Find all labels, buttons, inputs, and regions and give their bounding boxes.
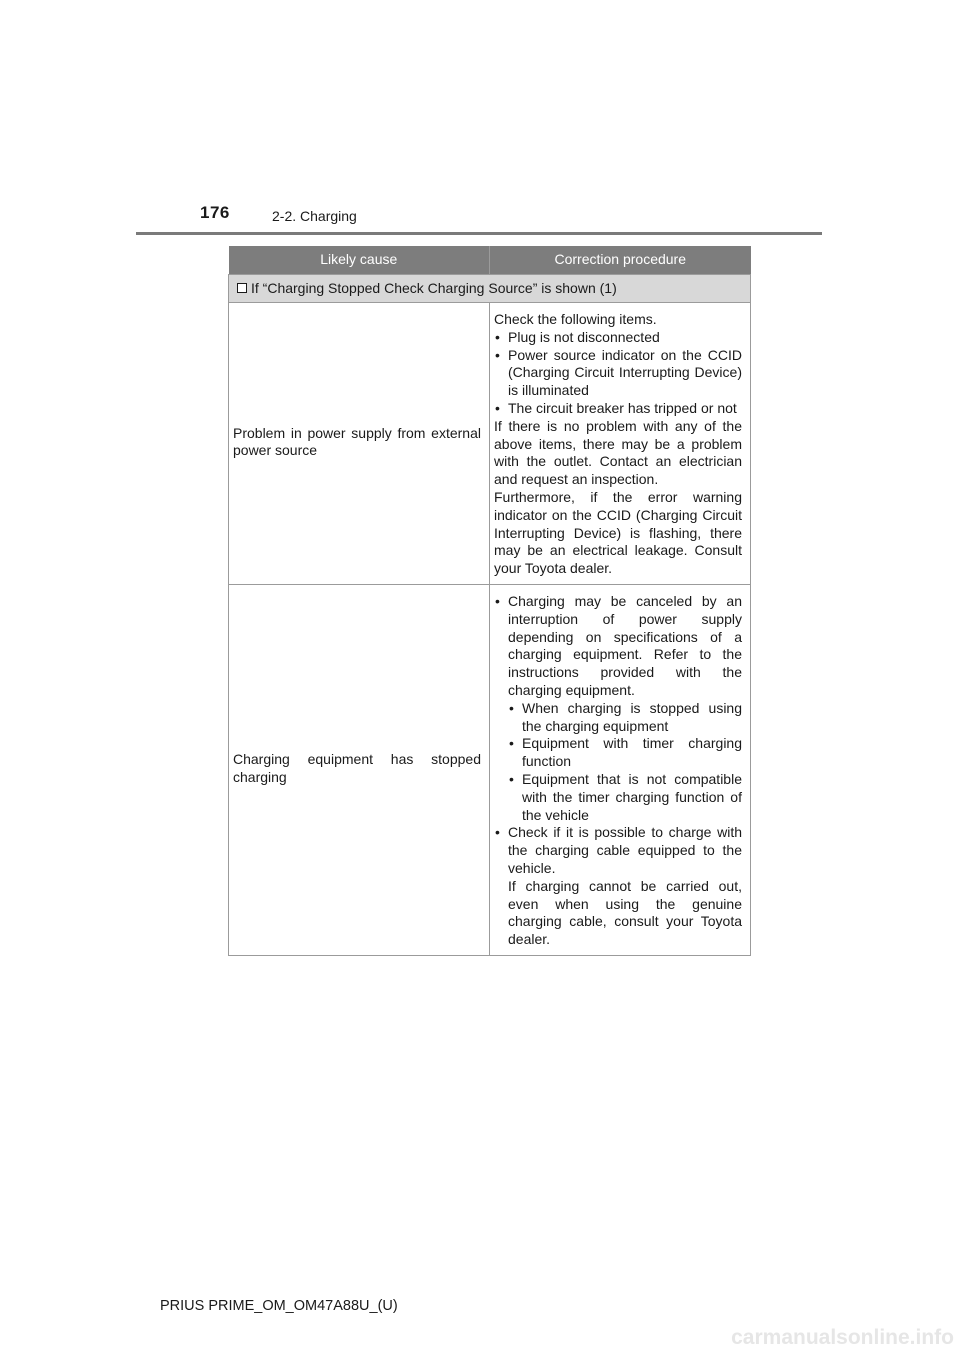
procedure-item: • Charging may be canceled by an interruption of power supply depending on specifications of a charging equipment. Refer to the instructions provided with the charging equipment. xyxy=(494,593,742,700)
procedure-paragraph: Furthermore, if the error warning indicator on the CCID (Charging Circuit Interrupting Device) is flashing, there may be an electrical leakage. Consult your Toyota dealer. xyxy=(494,488,742,577)
procedure-item: • Plug is not disconnected xyxy=(494,329,742,347)
checkbox-icon xyxy=(237,283,247,293)
group-label-cell xyxy=(229,275,751,303)
page-number: 176 xyxy=(200,203,230,222)
column-header-likely-cause: Likely cause xyxy=(229,246,490,275)
table-row xyxy=(229,303,751,585)
procedure-subitem: • Equipment that is not compatible with the timer charging function of the vehicle xyxy=(494,771,742,824)
procedure-subitem: • When charging is stopped using the charging equipment xyxy=(494,700,742,736)
column-header-correction-procedure: Correction procedure xyxy=(490,246,751,275)
procedure-paragraph: If there is no problem with any of the above items, there may be a problem with the outlet. Contact an electrician and request an inspection. xyxy=(494,417,742,488)
correction-procedure-cell xyxy=(490,584,751,955)
table-header-row xyxy=(229,246,751,275)
table-row xyxy=(229,584,751,955)
header-rule xyxy=(136,232,822,235)
likely-cause-cell: Charging equipment has stopped charging xyxy=(229,584,490,955)
footer-doc-code: PRIUS PRIME_OM_OM47A88U_(U) xyxy=(160,1298,398,1314)
group-label: If “Charging Stopped Check Charging Source” is shown (1) xyxy=(251,279,617,296)
correction-procedure-cell xyxy=(490,303,751,585)
procedure-item: • Check if it is possible to charge with the charging cable equipped to the vehicle. xyxy=(494,824,742,877)
procedure-item: • Power source indicator on the CCID (Charging Circuit Interrupting Device) is illuminated xyxy=(494,347,742,400)
likely-cause-cell: Problem in power supply from external power source xyxy=(229,303,490,585)
procedure-intro: Check the following items. xyxy=(494,311,657,327)
troubleshooting-table xyxy=(228,246,751,956)
group-row xyxy=(229,275,751,303)
watermark: carmanualsonline.info xyxy=(731,1326,954,1349)
procedure-subitem: • Equipment with timer charging function xyxy=(494,735,742,771)
section-title: 2-2. Charging xyxy=(272,208,357,224)
procedure-item: • The circuit breaker has tripped or not xyxy=(494,400,742,418)
procedure-note: If charging cannot be carried out, even when using the genuine charging cable, consult your Toyota dealer. xyxy=(508,877,742,948)
